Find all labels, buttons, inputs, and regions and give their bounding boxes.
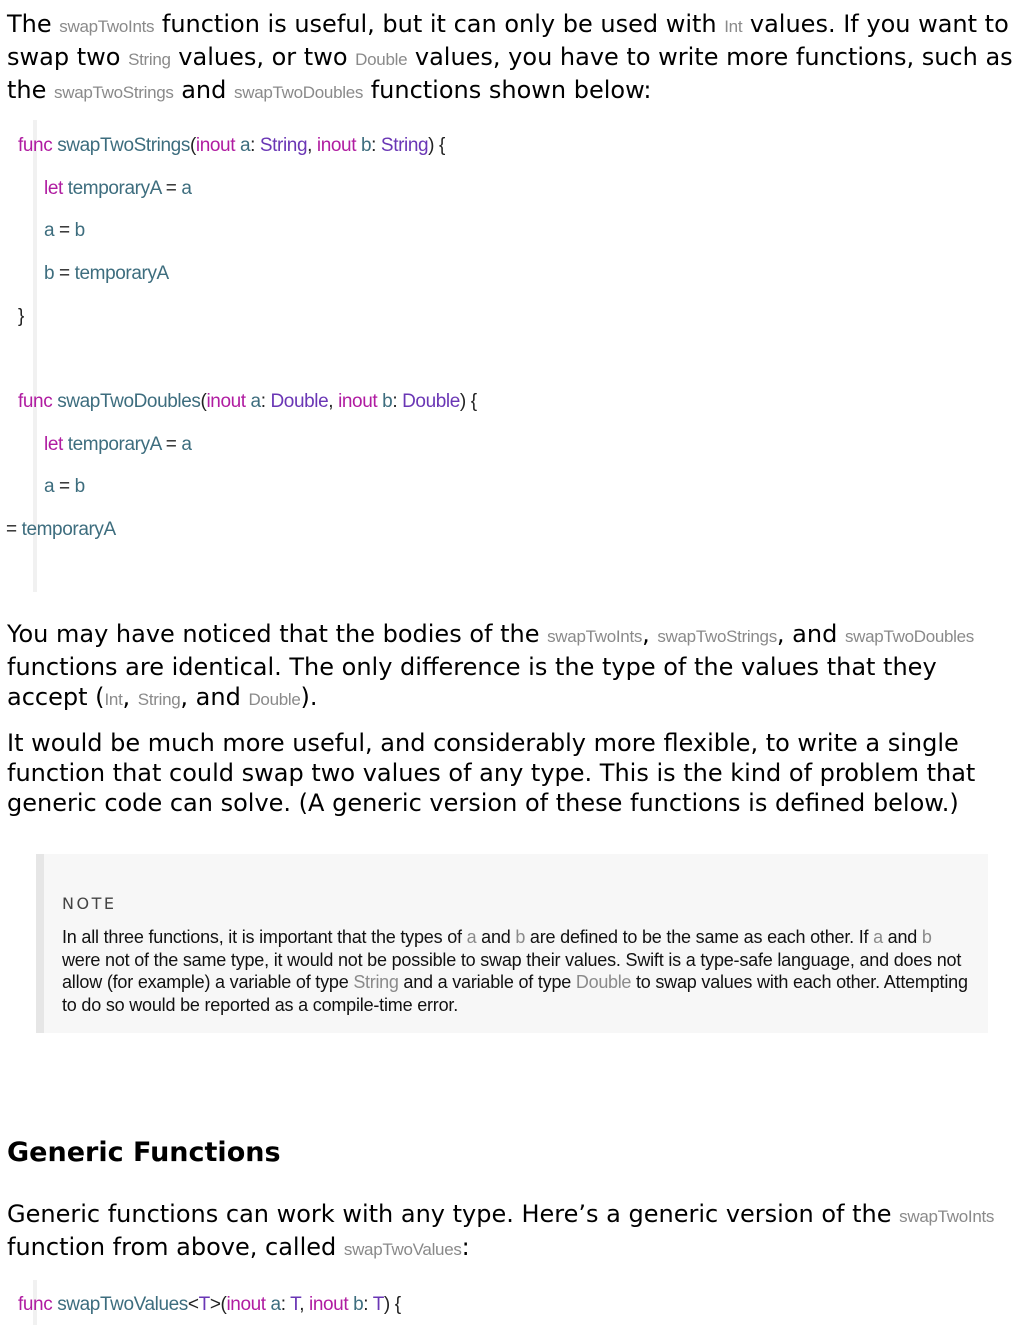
text: function is useful, but it can only be used with bbox=[154, 10, 725, 38]
code-line: } bbox=[18, 306, 24, 327]
code-line: func swapTwoValues<T>(inout a: T, inout b: T) { bbox=[18, 1294, 401, 1315]
code-line: func swapTwoStrings(inout a: String, inout b: String) { bbox=[18, 135, 445, 156]
text: : bbox=[461, 1233, 470, 1261]
note-title: NOTE bbox=[62, 894, 117, 913]
text: The bbox=[7, 10, 60, 38]
inline-code: swapTwoStrings bbox=[54, 83, 174, 102]
text: values, or two bbox=[170, 43, 356, 71]
inline-code: Int bbox=[724, 17, 743, 36]
code-line: func swapTwoDoubles(inout a: Double, inout b: Double) { bbox=[18, 391, 477, 412]
text: functions are identical. The only difference is the type of the values that they accept ( bbox=[7, 653, 937, 711]
intro-paragraph bbox=[7, 9, 1017, 108]
inline-code: a bbox=[466, 927, 477, 947]
code-line: = temporaryA bbox=[6, 519, 116, 540]
text: , and bbox=[180, 683, 249, 711]
inline-code: swapTwoInts bbox=[547, 627, 643, 646]
inline-code: Double bbox=[575, 972, 632, 992]
text: , bbox=[122, 683, 138, 711]
note-accent-bar bbox=[36, 854, 44, 1033]
text: and bbox=[173, 76, 235, 104]
inline-code: swapTwoInts bbox=[59, 17, 155, 36]
inline-code: String bbox=[128, 50, 171, 69]
text: Generic functions can work with any type. Here’s a generic version of the bbox=[7, 1200, 900, 1228]
text: values. If you want to swap two bbox=[7, 10, 1009, 71]
note-text: In all three functions, it is important that the types of a and b are defined to be the same as each other. If a and b were not of the same type, it would not be possible to swap their values. Swift is a type-safe language, and does not allow (for example) a variable of type String and a variable of type Double to swap values with each other. Attempting to do so would be reported as a compile-time error. bbox=[62, 927, 968, 1015]
inline-code: b bbox=[921, 927, 932, 947]
code-line: b = temporaryA bbox=[44, 263, 169, 284]
text: , bbox=[642, 620, 658, 648]
inline-code: swapTwoStrings bbox=[657, 627, 777, 646]
inline-code: a bbox=[873, 927, 883, 947]
inline-code: swapTwoValues bbox=[343, 1240, 462, 1259]
inline-code: swapTwoDoubles bbox=[234, 83, 364, 102]
section-heading: Generic Functions bbox=[7, 1137, 281, 1168]
code-line: a = b bbox=[44, 220, 85, 241]
inline-code: Double bbox=[248, 690, 301, 709]
inline-code: b bbox=[515, 927, 526, 947]
text: ). bbox=[300, 683, 318, 711]
text: function from above, called bbox=[7, 1233, 344, 1261]
body-paragraph bbox=[7, 619, 1017, 715]
inline-code: swapTwoInts bbox=[899, 1207, 995, 1226]
code-line: let temporaryA = a bbox=[44, 178, 192, 199]
body-paragraph bbox=[7, 1199, 1017, 1265]
code-line: a = b bbox=[44, 476, 85, 497]
code-line: let temporaryA = a bbox=[44, 434, 192, 455]
inline-code: Int bbox=[104, 690, 123, 709]
body-paragraph: It would be much more useful, and considerably more flexible, to write a single function that could swap two values of any type. This is the kind of problem that generic code can solve. (A generic version of these functions is defined below.) bbox=[7, 729, 976, 817]
text: , and bbox=[776, 620, 845, 648]
text: functions shown below: bbox=[363, 76, 652, 104]
inline-code: String bbox=[353, 972, 399, 992]
inline-code: String bbox=[137, 690, 181, 709]
text: values, you have to write more functions, such as the bbox=[7, 43, 1013, 104]
text: You may have noticed that the bodies of the bbox=[7, 620, 548, 648]
code-block-generic-function bbox=[0, 1280, 1024, 1325]
code-block-swap-functions bbox=[0, 120, 1024, 592]
inline-code: swapTwoDoubles bbox=[844, 627, 975, 646]
inline-code: Double bbox=[355, 50, 408, 69]
note-box bbox=[36, 854, 988, 1033]
